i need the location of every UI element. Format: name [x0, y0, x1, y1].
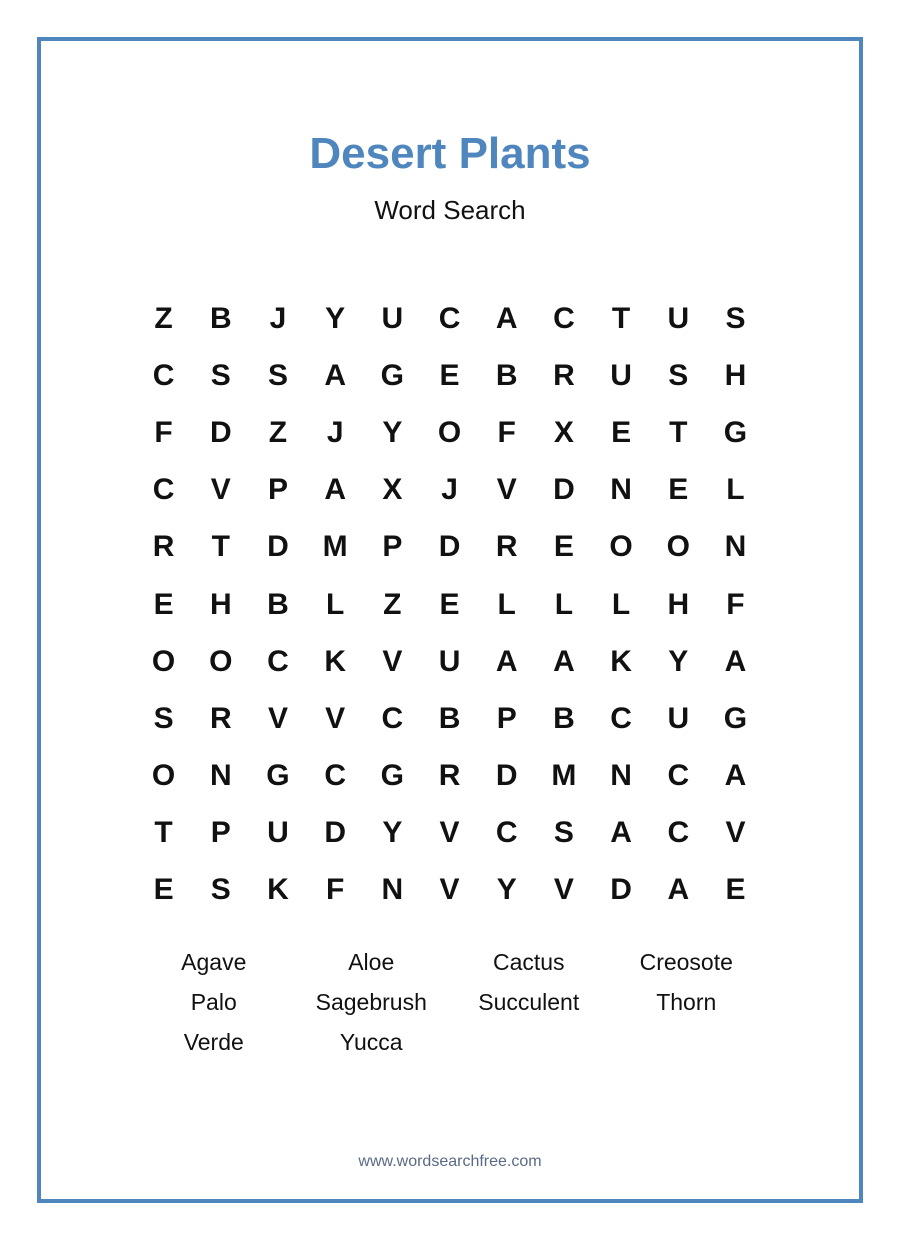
grid-cell: F [497, 415, 516, 449]
grid-cell: V [210, 473, 231, 507]
grid-cell: V [439, 873, 460, 907]
grid-cell: B [209, 301, 232, 335]
grid-cell: S [153, 701, 174, 735]
grid-cell: B [553, 701, 575, 735]
grid-cell: P [496, 701, 517, 735]
grid-cell: A [553, 644, 575, 678]
grid-cell: A [667, 873, 690, 907]
grid-cell: Y [668, 644, 689, 678]
grid-cell: F [726, 587, 745, 621]
grid-cell: R [495, 530, 518, 564]
grid-cell: D [553, 473, 575, 507]
grid-cell: G [723, 701, 748, 735]
grid-cell: O [437, 415, 462, 449]
grid-cell: G [380, 358, 405, 392]
grid-cell: R [553, 358, 575, 392]
grid-cell: U [381, 301, 404, 335]
grid-cell: D [324, 816, 346, 850]
word-list-item: Creosote [639, 949, 733, 975]
grid-cell: N [610, 473, 632, 507]
grid-cell: B [438, 701, 461, 735]
grid-cell: G [266, 759, 290, 793]
grid-cell: V [553, 873, 574, 907]
grid-cell: F [154, 415, 173, 449]
grid-cell: O [666, 530, 690, 564]
grid-cell: O [609, 530, 633, 564]
grid-cell: E [611, 415, 632, 449]
grid-cell: B [267, 587, 289, 621]
grid-cell: C [438, 301, 461, 335]
grid-cell: C [610, 701, 632, 735]
grid-cell: U [267, 816, 289, 850]
grid-cell: A [495, 644, 518, 678]
grid-cell: M [322, 530, 348, 564]
grid-cell: K [267, 873, 289, 907]
grid-cell: B [495, 358, 518, 392]
grid-cell: N [610, 759, 632, 793]
grid-cell: U [610, 358, 632, 392]
grid-cell: C [381, 701, 404, 735]
grid-cell: C [267, 644, 289, 678]
grid-cell: H [724, 358, 747, 392]
word-list-item: Palo [190, 989, 237, 1015]
grid-cell: N [381, 873, 404, 907]
grid-cell: C [553, 301, 575, 335]
grid-cell: L [325, 587, 345, 621]
grid-cell: O [151, 644, 176, 678]
grid-cell: R [438, 759, 461, 793]
grid-cell: V [496, 473, 517, 507]
grid-cell: E [725, 873, 746, 907]
grid-cell: L [554, 587, 574, 621]
grid-cell: X [382, 473, 403, 507]
grid-cell: V [382, 644, 403, 678]
grid-cell: L [611, 587, 631, 621]
grid-cell: L [497, 587, 516, 621]
grid-cell: Y [325, 301, 346, 335]
grid-cell: L [726, 473, 745, 507]
puzzle-subtitle: Word Search [374, 195, 526, 225]
grid-cell: S [210, 358, 231, 392]
grid-cell: Z [268, 415, 288, 449]
grid-cell: C [324, 759, 346, 793]
grid-cell: A [495, 301, 518, 335]
grid-cell: U [438, 644, 461, 678]
grid-cell: T [611, 301, 631, 335]
grid-cell: A [724, 644, 747, 678]
grid-cell: O [209, 644, 233, 678]
grid-cell: C [152, 473, 175, 507]
grid-cell: S [267, 358, 288, 392]
grid-cell: A [324, 473, 346, 507]
grid-cell: R [152, 530, 175, 564]
puzzle-title: Desert Plants [309, 129, 591, 178]
grid-cell: Y [382, 415, 403, 449]
grid-cell: J [326, 415, 344, 449]
grid-cell: D [495, 759, 518, 793]
grid-cell: S [553, 816, 574, 850]
word-list-item: Succulent [478, 989, 580, 1015]
word-list-item: Yucca [339, 1029, 403, 1055]
grid-cell: E [153, 873, 174, 907]
grid-cell: K [324, 644, 346, 678]
grid-cell: U [667, 701, 690, 735]
grid-cell: E [668, 473, 689, 507]
grid-cell: C [667, 816, 690, 850]
grid-cell: S [210, 873, 231, 907]
grid-cell: S [668, 358, 689, 392]
grid-cell: E [439, 358, 460, 392]
grid-cell: E [553, 530, 574, 564]
word-list-item: Aloe [348, 949, 395, 975]
letter-grid [135, 290, 765, 919]
grid-cell: P [210, 816, 231, 850]
grid-cell: Y [382, 816, 403, 850]
word-list [135, 945, 765, 1065]
grid-cell: C [495, 816, 518, 850]
grid-cell: T [211, 530, 230, 564]
grid-cell: P [267, 473, 288, 507]
grid-cell: H [667, 587, 690, 621]
grid-cell: G [380, 759, 405, 793]
grid-cell: T [154, 816, 173, 850]
grid-cell: A [724, 759, 747, 793]
grid-cell: N [724, 530, 747, 564]
grid-cell: C [152, 358, 175, 392]
grid-cell: M [551, 759, 577, 793]
grid-cell: G [723, 415, 748, 449]
grid-cell: D [267, 530, 289, 564]
grid-cell: P [382, 530, 403, 564]
grid-cell: V [439, 816, 460, 850]
grid-cell: D [438, 530, 461, 564]
grid-cell: R [209, 701, 232, 735]
grid-cell: Y [496, 873, 517, 907]
grid-cell: C [667, 759, 690, 793]
grid-cell: J [441, 473, 458, 507]
footer-url[interactable]: www.wordsearchfree.com [358, 1153, 542, 1170]
grid-cell: F [325, 873, 345, 907]
word-list-item: Agave [181, 949, 247, 975]
grid-cell: U [667, 301, 690, 335]
grid-cell: D [610, 873, 632, 907]
grid-cell: T [669, 415, 688, 449]
word-list-item: Thorn [656, 989, 717, 1015]
grid-cell: V [267, 701, 288, 735]
word-list-item: Verde [183, 1029, 244, 1055]
grid-cell: H [209, 587, 232, 621]
grid-cell: E [439, 587, 460, 621]
word-list-item: Sagebrush [315, 989, 427, 1015]
word-list-item: Cactus [492, 949, 565, 975]
grid-cell: V [725, 816, 746, 850]
grid-cell: A [610, 816, 632, 850]
grid-cell: Z [154, 301, 173, 335]
grid-cell: D [209, 415, 232, 449]
grid-cell: X [553, 415, 574, 449]
grid-cell: N [209, 759, 232, 793]
grid-cell: A [324, 358, 346, 392]
grid-cell: J [269, 301, 287, 335]
grid-cell: K [610, 644, 632, 678]
grid-cell: O [151, 759, 176, 793]
grid-cell: Z [383, 587, 402, 621]
grid-cell: E [153, 587, 174, 621]
grid-cell: S [725, 301, 746, 335]
grid-cell: V [325, 701, 346, 735]
